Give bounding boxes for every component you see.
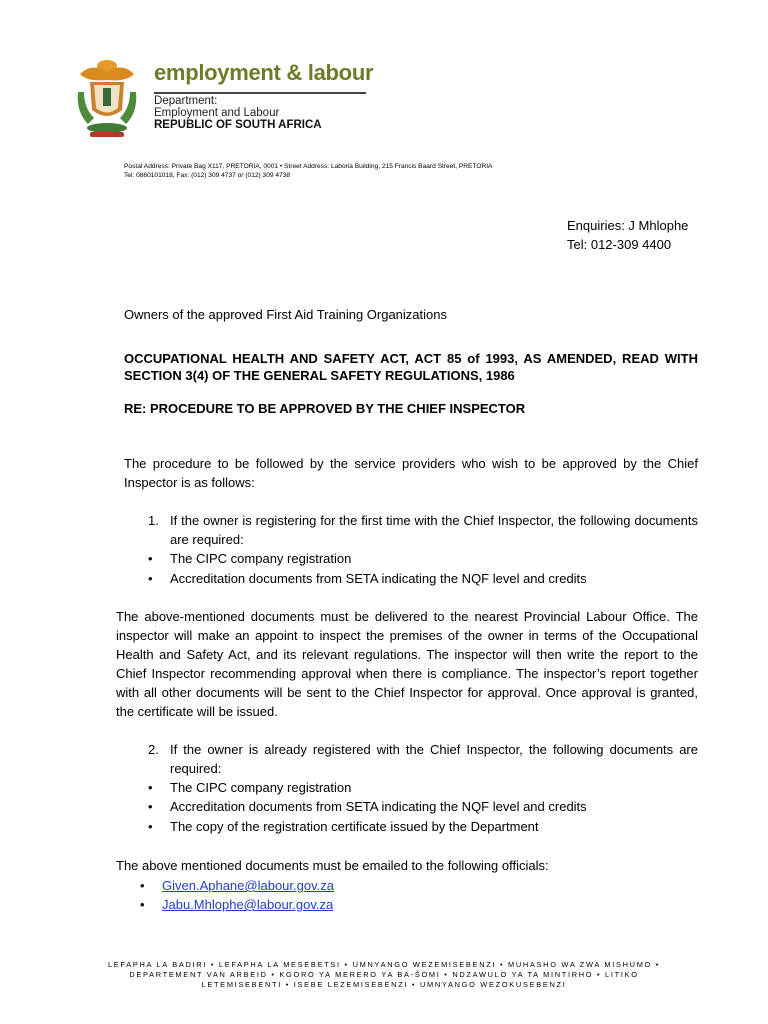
bullet-icon: • bbox=[148, 780, 153, 795]
country-name: REPUBLIC OF SOUTH AFRICA bbox=[154, 119, 322, 131]
enquiries-contact: Enquiries: J Mhlophe bbox=[567, 218, 689, 233]
numbered-item-1 bbox=[148, 511, 698, 549]
list-item-text: Accreditation documents from SETA indicating the NQF level and credits bbox=[170, 571, 587, 586]
item-text: If the owner is registering for the first time with the Chief Inspector, the following documents are required: bbox=[170, 513, 698, 547]
procedure-paragraph: The above-mentioned documents must be delivered to the nearest Provincial Labour Office. The inspector will make an appoint to inspect the premises of the owner in terms of the Occupational Health and Safety Act, and its relevant regulations. The inspector will then write the report to the Chief Inspector recommending approval when there is compliance. The inspector’s report together with all other documents will be sent to the Chief Inspector for approval. Once approval is granted, the certificate will be issued. bbox=[116, 609, 698, 719]
intro-paragraph: The procedure to be followed by the service providers who wish to be approved by the Chief Inspector is as follows: bbox=[124, 456, 698, 490]
dept-label: Department: bbox=[154, 95, 218, 107]
bullet-icon: • bbox=[148, 819, 153, 834]
brand-divider bbox=[154, 92, 366, 94]
numbered-item-2 bbox=[148, 740, 698, 778]
bullet-icon: • bbox=[148, 571, 153, 586]
list-item-text: The copy of the registration certificate issued by the Department bbox=[170, 819, 539, 834]
enquiries-tel: Tel: 012-309 4400 bbox=[567, 237, 672, 252]
postal-address: Postal Address: Private Bag X117, PRETORIA, 0001 • Street Address: Laboria Building, 215 Francis Baard Street, PRETORIA bbox=[124, 163, 493, 170]
brand-title: employment & labour bbox=[154, 60, 374, 85]
item-number: 2. bbox=[148, 742, 159, 757]
coat-of-arms-icon bbox=[72, 52, 142, 140]
email-link-given-aphane[interactable]: Given.Aphane@labour.gov.za bbox=[162, 878, 334, 893]
bullet-icon: • bbox=[148, 551, 153, 566]
footer-languages-line2: DEPARTEMENT VAN ARBEID • KGORO YA MERERO YA BA-ŠOMI • NDZAWULO YA TA MINTIRHO • LITIKO bbox=[129, 970, 639, 979]
bullet-icon: • bbox=[140, 878, 145, 893]
enquiries-block bbox=[567, 216, 688, 254]
footer-languages-line3: LETEMISEBENTI • ISEBE LEZEMISEBENZI • UMNYANGO WEZOKUSEBENZI bbox=[201, 980, 567, 989]
bullet-icon: • bbox=[148, 799, 153, 814]
bullet-icon: • bbox=[140, 897, 145, 912]
act-heading: OCCUPATIONAL HEALTH AND SAFETY ACT, ACT 85 of 1993, AS AMENDED, READ WITH SECTION 3(4) OF THE GENERAL SAFETY REGULATIONS, 1986 bbox=[124, 351, 698, 383]
recipient: Owners of the approved First Aid Training Organizations bbox=[124, 307, 447, 322]
item-text: If the owner is already registered with the Chief Inspector, the following documents are required: bbox=[170, 742, 698, 776]
list-item-text: The CIPC company registration bbox=[170, 551, 352, 566]
subject-line: RE: PROCEDURE TO BE APPROVED BY THE CHIEF INSPECTOR bbox=[124, 401, 526, 416]
email-link-jabu-mhlophe[interactable]: Jabu.Mhlophe@labour.gov.za bbox=[162, 897, 334, 912]
list-item-text: The CIPC company registration bbox=[170, 780, 352, 795]
emails-intro: The above mentioned documents must be emailed to the following officials: bbox=[116, 858, 549, 873]
dept-name: Employment and Labour bbox=[154, 107, 280, 119]
contact-numbers: Tel: 0860101018, Fax: (012) 309 4737 or (012) 309 4738 bbox=[124, 172, 291, 179]
item-number: 1. bbox=[148, 513, 159, 528]
footer-languages-line1: LEFAPHA LA BADIRI • LEFAPHA LA MESEBETSI • UMNYANGO WEZEMISEBENZI • MUHASHO WA ZWA MISHUMO • bbox=[107, 960, 661, 969]
list-item-text: Accreditation documents from SETA indicating the NQF level and credits bbox=[170, 799, 587, 814]
